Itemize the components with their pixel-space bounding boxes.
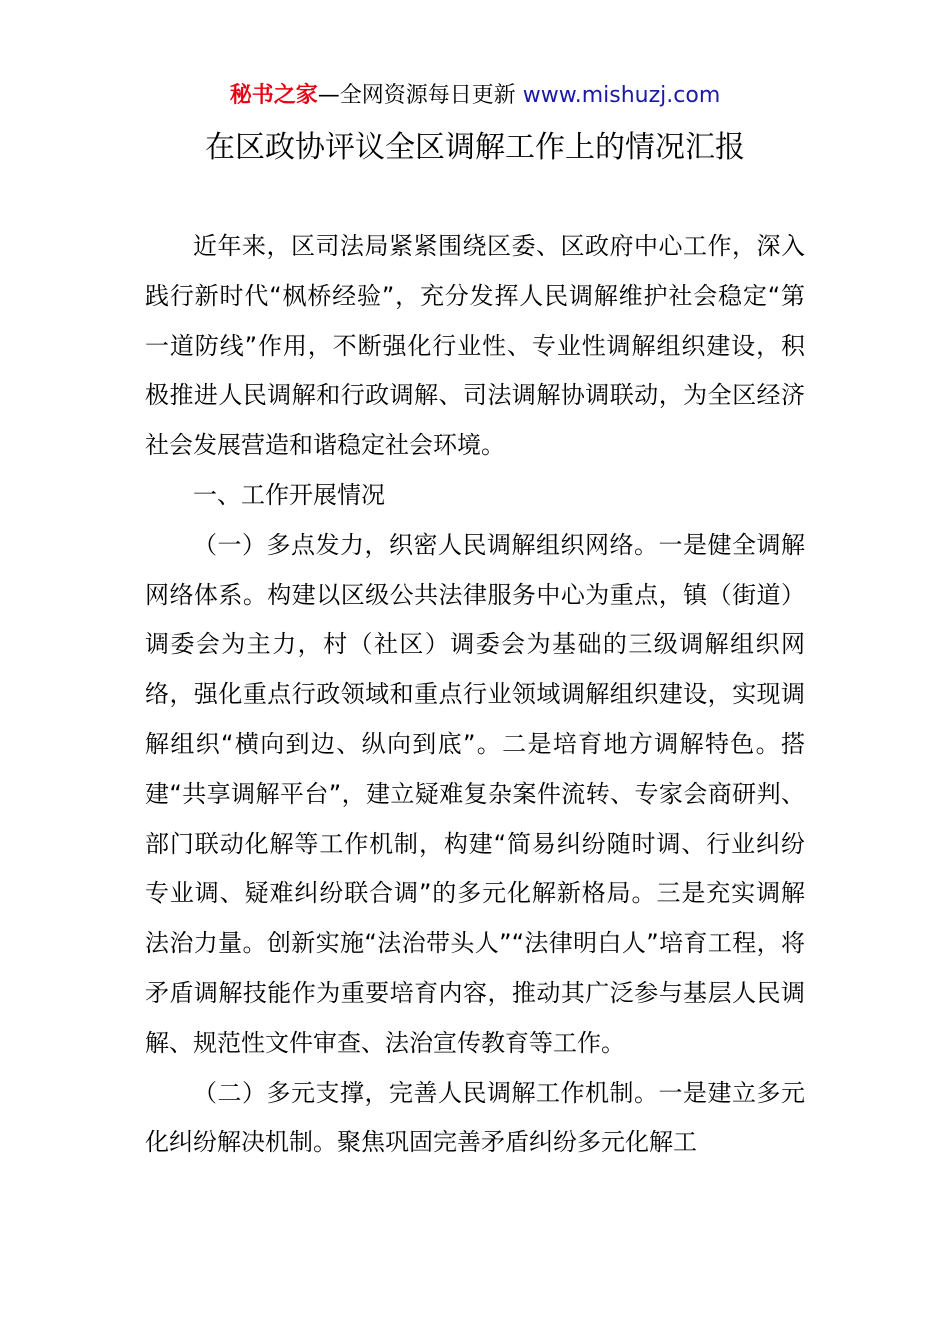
paragraph-point-2: （二）多元支撑，完善人民调解工作机制。一是建立多元化纠纷解决机制。聚焦巩固完善矛盾纠纷多元化解工	[145, 1078, 805, 1157]
document-title: 在区政协评议全区调解工作上的情况汇报	[205, 130, 745, 165]
section-heading: 一、工作开展情况	[193, 480, 385, 509]
intro-paragraph: 近年来，区司法局紧紧围绕区委、区政府中心工作，深入践行新时代“枫桥经验”，充分发挥人民调解维护社会稳定“第一道防线”作用，不断强化行业性、专业性调解组织建设，积极推进人民调解和行政调解、司法调解协调联动，为全区经济社会发展营造和谐稳定社会环境。	[145, 232, 805, 460]
paragraph-point-1: （一）多点发力，织密人民调解组织网络。一是健全调解网络体系。构建以区级公共法律服务中心为重点，镇（街道）调委会为主力，村（社区）调委会为基础的三级调解组织网络，强化重点行政领域和重点行业领域调解组织建设，实现调解组织“横向到边、纵向到底”。二是培育地方调解特色。搭建“共享调解平台”，建立疑难复杂案件流转、专家会商研判、部门联动化解等工作机制，构建“简易纠纷随时调、行业纠纷专业调、疑难纠纷联合调”的多元化解新格局。三是充实调解法治力量。创新实施“法治带头人”“法律明白人”培育工程，将矛盾调解技能作为重要培育内容，推动其广泛参与基层人民调解、规范性文件审查、法治宣传教育等工作。	[145, 530, 805, 1057]
site-url-link[interactable]: www.mishuzj.com	[522, 83, 721, 108]
brand-name: 秘书之家	[229, 83, 318, 108]
document-body	[145, 222, 805, 1168]
header-tagline: —全网资源每日更新	[317, 83, 523, 108]
site-header	[0, 80, 950, 112]
